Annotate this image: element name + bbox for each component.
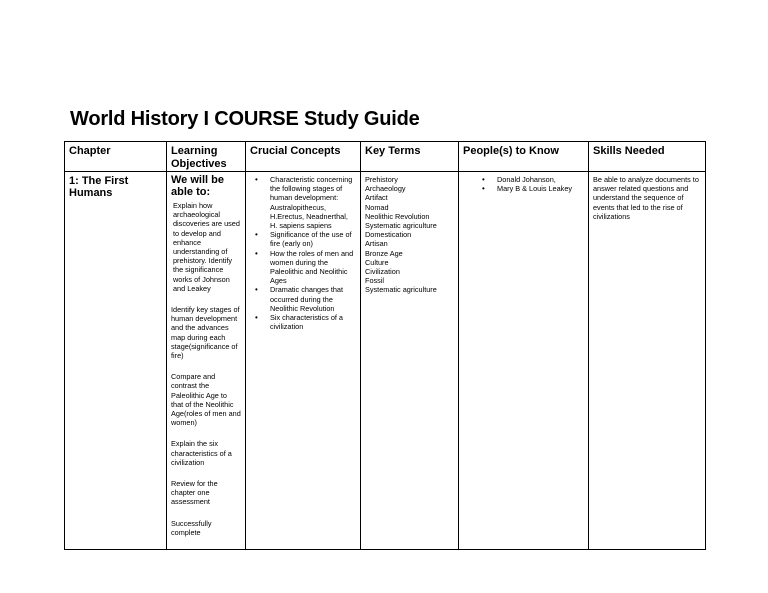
objective-item: Successfully complete — [171, 518, 212, 537]
key-term: Bronze Age — [365, 248, 403, 258]
person-item: • Donald Johanson, — [477, 175, 584, 184]
header-row — [65, 142, 706, 172]
objectives-intro: We will be able to: — [171, 174, 224, 198]
key-terms-cell — [361, 172, 459, 550]
objectives-cell — [167, 172, 246, 550]
header-chapter: Chapter — [65, 142, 167, 172]
person-item: • Mary B & Louis Leakey — [477, 184, 584, 193]
people-cell — [459, 172, 589, 550]
skills-text: Be able to analyze documents to answer related questions and understand the sequence of events that led to the rise of civilizations — [593, 175, 699, 221]
objective-item: Explain how archaeological discoveries are used to develop and enhance understanding of prehistory. Identify the significance works of Johnson and Leakey — [173, 201, 240, 293]
objective-item: Review for the chapter one assessment — [171, 479, 218, 507]
key-term: Fossil — [365, 276, 385, 286]
header-skills: Skills Needed — [589, 142, 706, 172]
header-key-terms: Key Terms — [361, 142, 459, 172]
key-term: Prehistory — [365, 175, 398, 184]
study-guide-table — [64, 141, 706, 550]
key-term: Systematic agriculture — [365, 221, 437, 231]
key-term: Artisan — [365, 239, 388, 249]
header-crucial-concepts: Crucial Concepts — [246, 142, 361, 172]
header-people: People(s) to Know — [459, 142, 589, 172]
key-term: Artifact — [365, 193, 388, 203]
key-term: Nomad — [365, 202, 389, 212]
objective-item: Compare and contrast the Paleolithic Age to that of the Neolithic Age(roles of men and women) — [171, 372, 241, 428]
concept-item: • Dramatic changes that occurred during the Neolithic Revolution — [250, 285, 356, 313]
page-title: World History I COURSE Study Guide — [70, 108, 420, 130]
concept-item: • Significance of the use of fire (early on) — [250, 230, 356, 248]
concept-item: • How the roles of men and women during the Paleolithic and Neolithic Ages — [250, 249, 356, 286]
key-term: Archaeology — [365, 184, 406, 194]
concept-item: • Six characteristics of a civilization — [250, 313, 356, 331]
objective-item: Explain the six characteristics of a civilization — [171, 439, 232, 467]
key-term: Neolithic Revolution — [365, 211, 430, 221]
concept-item: • Characteristic concerning the following stages of human development: Australopithecus, H.Erectus, Neadnerthal, H. sapiens sapiens — [250, 175, 356, 230]
key-term: Domestication — [365, 230, 412, 240]
key-term: Civilization — [365, 267, 400, 277]
skills-cell — [589, 172, 706, 550]
chapter-cell: 1: The First Humans — [65, 172, 167, 550]
key-term: Systematic agriculture — [365, 285, 437, 295]
concepts-cell — [246, 172, 361, 550]
table-row — [65, 172, 706, 550]
objective-item: Identify key stages of human development and the advances map during each stage(significance of fire) — [171, 305, 240, 361]
key-term: Culture — [365, 257, 389, 267]
header-learning-objectives: Learning Objectives — [167, 142, 246, 172]
